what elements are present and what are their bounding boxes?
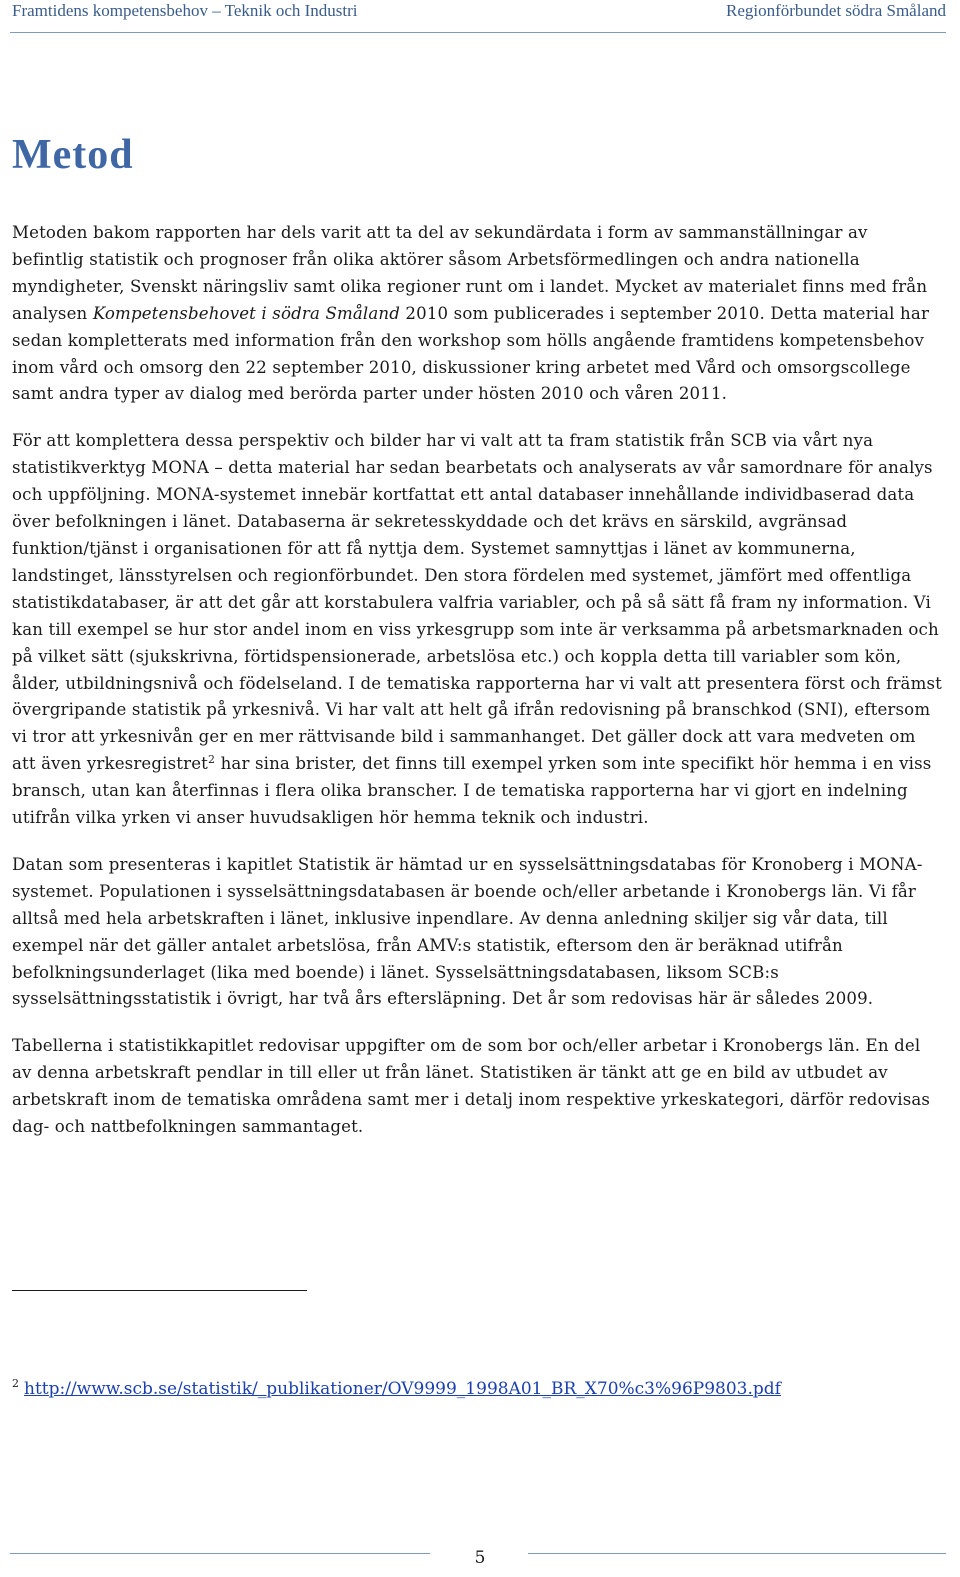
report-title-italic: Kompetensbehovet i södra Småland [92,303,400,323]
footer-divider-left [10,1553,430,1554]
footer-divider-right [528,1553,946,1554]
footnote-mark: 2 [12,1377,19,1390]
page-title: Metod [12,132,134,178]
main-body [12,220,942,1161]
paragraph-text: Metoden bakom rapporten har dels varit att ta del av sekundärdata i form av sammanställningar av befintlig statistik och prognoser från olika aktörer såsom Arbetsförmedlingen och andra nationella myndigheter, Svenskt näringsliv samt olika regioner runt om i landet. Mycket av materialet finns med från analysen [12,223,928,323]
page-number: 5 [474,1548,486,1568]
header-organization: Regionförbundet södra Småland [725,1,946,20]
header-divider [10,32,946,33]
header-document-title: Framtidens kompetensbehov – Teknik och Industri [12,1,358,20]
paragraph-tables: Tabellerna i statistikkapitlet redovisar uppgifter om de som bor och/eller arbetar i Kronobergs län. En del av denna arbetskraft pendlar in till eller ut från länet. Statistiken är tänkt att ge en bild av utbudet av arbetskraft inom de tematiska områdena samt mer i detalj inom respektive yrkeskategori, därför redovisas dag- och nattbefolkningen sammantaget. [12,1036,931,1137]
paragraph-text: har sina brister, det finns till exempel yrken som inte specifikt hör hemma i en viss bransch, utan kan återfinnas i flera olika branscher. I de tematiska rapporterna har vi gjort en indelning utifrån vilka yrken vi anser huvudsakligen hör hemma teknik och industri. [12,754,932,828]
footnote [12,1371,942,1402]
paragraph-data-source: Datan som presenteras i kapitlet Statistik är hämtad ur en sysselsättningsdatabas för Kronoberg i MONA-systemet. Populationen i sysselsättningsdatabasen är boende och/eller arbetande i Kronobergs län. Vi får alltså med hela arbetskraften i länet, inklusive inpendlare. Av denna anledning skiljer sig vår data, till exempel när det gäller antalet arbetslösa, från AMV:s statistik, eftersom den är beräknad utifrån befolkningsunderlaget (lika med boende) i länet. Sysselsättningsdatabasen, liksom SCB:s sysselsättningsstatistik i övrigt, har två års eftersläpning. Det år som redovisas här är således 2009. [12,854,923,1009]
footnote-link[interactable]: http://www.scb.se/statistik/_publikationer/OV9999_1998A01_BR_X70%c3%96P9803.pdf [24,1379,781,1399]
footnote-separator [12,1290,307,1291]
paragraph-method-intro [12,220,942,408]
running-header [12,0,946,22]
paragraph-text: 2010 som publicerades i september 2010. Detta material har sedan kompletterats med information från den workshop som hölls angående framtidens kompetensbehov inom vård och omsorg den 22 september 2010, diskussioner kring arbetet med Vård och omsorgscollege samt andra typer av dialog med berörda parter under hösten 2010 och våren 2011. [12,303,930,404]
footnote-reference[interactable]: 2 [208,753,216,767]
paragraph-text: För att komplettera dessa perspektiv och bilder har vi valt att ta fram statistik från SCB via vårt nya statistikverktyg MONA – detta material har sedan bearbetats och analyserats av vår samordnare för analys och uppföljning. MONA-systemet innebär kortfattat ett antal databaser innehållande individbaserad data över befolkningen i länet. Databaserna är sekretesskyddade och det krävs en särskild, avgränsad funktion/tjänst i organisationen för att få nyttja dem. Systemet samnyttjas i länet av kommunerna, landstinget, länsstyrelsen och regionförbundet. Den stora fördelen med systemet, jämfört med offentliga statistikdatabaser, är att det går att korstabulera valfria variabler, och på så sätt få fram ny information. Vi kan till exempel se hur stor andel inom en viss yrkesgrupp som inte är verksamma på arbetsmarknaden och på vilket sätt (sjukskrivna, förtidspensionerade, arbetslösa etc.) och koppla detta till variabler som kön, ålder, utbildningsnivå och födelseland. I de tematiska rapporterna har vi valt att presentera först och främst övergripande statistik på yrkesnivå. Vi har valt att helt gå ifrån redovisning på branschkod (SNI), eftersom vi tror att yrkesnivån ger en mer rättvisande bild i sammanhanget. Det gäller dock att vara medveten om att även yrkesregistret [12,431,942,774]
paragraph-mona-statistics [12,428,942,832]
